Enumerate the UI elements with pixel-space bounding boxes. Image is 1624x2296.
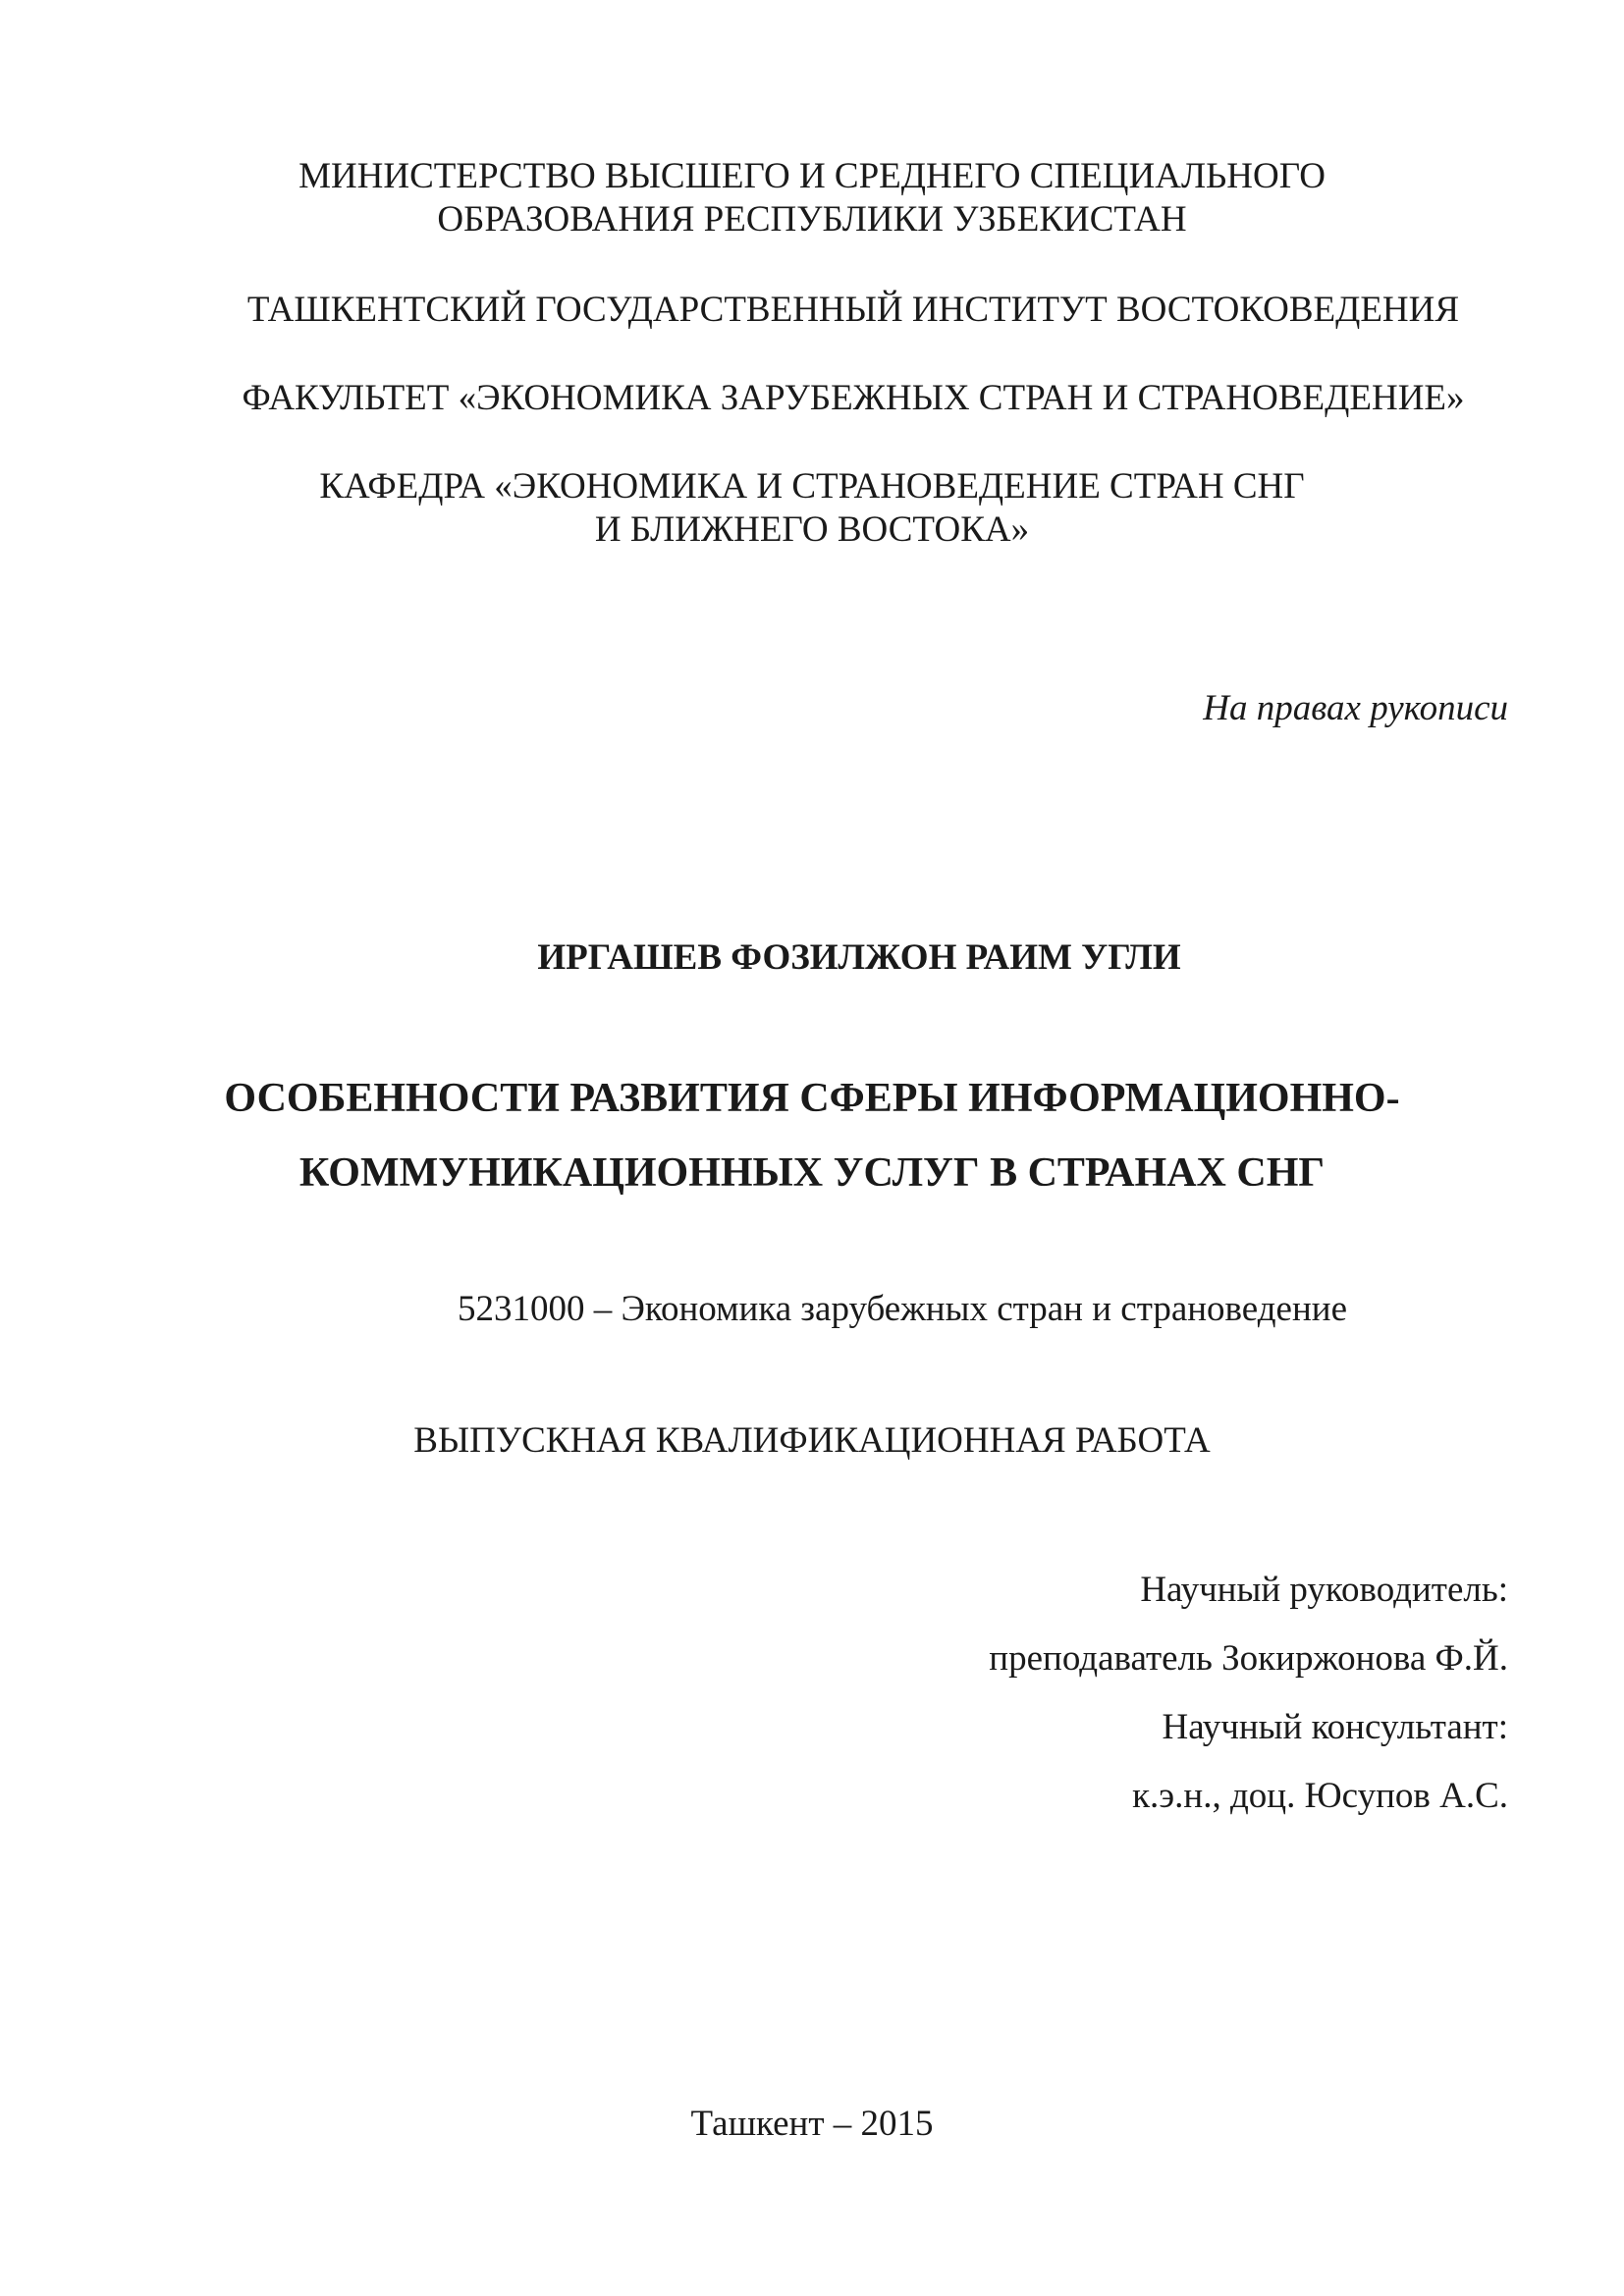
thesis-title-line-1: ОСОБЕННОСТИ РАЗВИТИЯ СФЕРЫ ИНФОРМАЦИОННО- — [224, 1076, 1400, 1121]
faculty-name: ФАКУЛЬТЕТ «ЭКОНОМИКА ЗАРУБЕЖНЫХ СТРАН И СТРАНОВЕДЕНИЕ» — [242, 378, 1465, 418]
department-line-1: КАФЕДРА «ЭКОНОМИКА И СТРАНОВЕДЕНИЕ СТРАН СНГ — [319, 466, 1305, 507]
advisor-label: Научный руководитель: — [1140, 1570, 1508, 1610]
department-line-2: И БЛИЖНЕГО ВОСТОКА» — [594, 509, 1030, 550]
ministry-line-1: МИНИСТЕРСТВО ВЫСШЕГО И СРЕДНЕГО СПЕЦИАЛЬНОГО — [298, 156, 1326, 196]
advisor-name: преподаватель Зокиржонова Ф.Й. — [989, 1638, 1508, 1679]
consultant-label: Научный консультант: — [1162, 1707, 1508, 1747]
thesis-title-line-2: КОММУНИКАЦИОННЫХ УСЛУГ В СТРАНАХ СНГ — [298, 1150, 1326, 1196]
ministry-line-2: ОБРАЗОВАНИЯ РЕСПУБЛИКИ УЗБЕКИСТАН — [437, 199, 1187, 240]
specialty: 5231000 – Экономика зарубежных стран и страноведение — [457, 1289, 1347, 1329]
work-type: ВЫПУСКНАЯ КВАЛИФИКАЦИОННАЯ РАБОТА — [413, 1420, 1211, 1461]
manuscript-note: На правах рукописи — [1203, 688, 1508, 728]
institute-name: ТАШКЕНТСКИЙ ГОСУДАРСТВЕННЫЙ ИНСТИТУТ ВОСТОКОВЕДЕНИЯ — [246, 290, 1460, 330]
footer-city-year: Ташкент – 2015 — [690, 2104, 934, 2144]
author-name: ИРГАШЕВ ФОЗИЛЖОН РАИМ УГЛИ — [537, 937, 1181, 978]
consultant-name: к.э.н., доц. Юсупов А.С. — [1132, 1776, 1508, 1816]
